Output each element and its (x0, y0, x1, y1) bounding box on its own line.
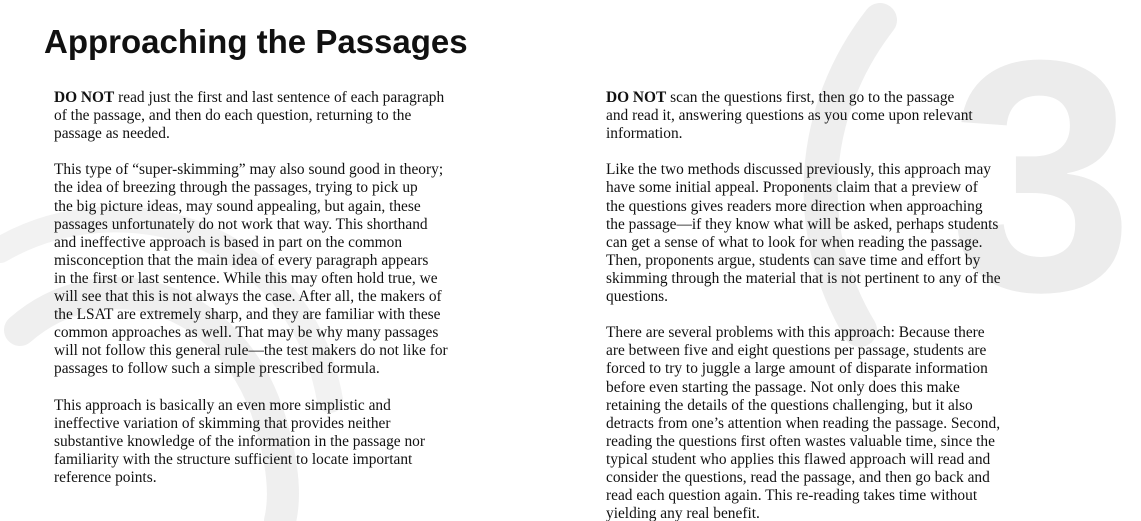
right-paragraph-1 (606, 89, 1086, 143)
text-line: information. (606, 125, 683, 143)
text-line (606, 89, 1086, 107)
text-line: questions. (606, 288, 668, 306)
text-line: Like the two methods discussed previously, this approach may (606, 161, 991, 179)
text-line: will not follow this general rule—the test makers do not like for (54, 342, 448, 360)
left-paragraph-2 (54, 161, 534, 378)
text-line: passage as needed. (54, 125, 170, 143)
text-line: have some initial appeal. Proponents claim that a preview of (606, 179, 978, 197)
text-line: common approaches as well. That may be why many passages (54, 324, 439, 342)
text-line: There are several problems with this approach: Because there (606, 324, 985, 342)
text-line: of the passage, and then do each question, returning to the (54, 107, 412, 125)
right-paragraph-2 (606, 161, 1086, 306)
left-column (54, 89, 534, 505)
text-line-rest: read just the first and last sentence of each paragraph (114, 89, 445, 106)
page-title: Approaching the Passages (44, 23, 468, 60)
text-line: yielding any real benefit. (606, 505, 760, 521)
do-not-emphasis: DO NOT (606, 89, 667, 106)
text-line: read each question again. This re-reading takes time without (606, 487, 978, 505)
text-line: the questions gives readers more direction when approaching (606, 197, 983, 215)
text-line: Then, proponents argue, students can save time and effort by (606, 251, 981, 269)
left-paragraph-3 (54, 397, 534, 487)
text-line: and ineffective approach is based in part on the common (54, 233, 403, 251)
right-paragraph-3 (606, 324, 1086, 521)
text-line: detracts from one’s attention when reading the passage. Second, (606, 414, 1001, 432)
text-line: passages to follow such a simple prescribed formula. (54, 360, 380, 378)
text-line: ineffective variation of skimming that provides neither (54, 414, 391, 432)
text-line: the big picture ideas, may sound appealing, but again, these (54, 197, 421, 215)
text-line: passages unfortunately do not work that way. This shorthand (54, 215, 428, 233)
text-line: in the first or last sentence. While this may often hold true, we (54, 269, 438, 287)
text-line (54, 89, 534, 107)
text-line: substantive knowledge of the information in the passage nor (54, 432, 425, 450)
watermark-digit: 3 (950, 0, 1134, 360)
text-line-rest: scan the questions first, then go to the passage (666, 89, 955, 106)
text-line: typical student who applies this flawed approach will read and (606, 450, 991, 468)
text-line: will see that this is not always the case. After all, the makers of (54, 288, 442, 306)
text-line: misconception that the main idea of every paragraph appears (54, 251, 429, 269)
text-line: reference points. (54, 468, 157, 486)
text-line: retaining the details of the questions challenging, but it also (606, 396, 973, 414)
text-line: consider the questions, read the passage, and then go back and (606, 468, 990, 486)
text-line: and read it, answering questions as you come upon relevant (606, 107, 973, 125)
text-line: the LSAT are extremely sharp, and they are familiar with these (54, 306, 441, 324)
text-line: skimming through the material that is not pertinent to any of the (606, 269, 1001, 287)
text-line: This approach is basically an even more simplistic and (54, 396, 391, 414)
text-line: reading the questions first often wastes valuable time, since the (606, 432, 995, 450)
do-not-emphasis: DO NOT (54, 89, 115, 106)
text-line: before even starting the passage. Not only does this make (606, 378, 960, 396)
text-line: This type of “super-skimming” may also sound good in theory; (54, 161, 444, 179)
text-line: the passage—if they know what will be asked, perhaps students (606, 215, 999, 233)
left-paragraph-1 (54, 89, 534, 143)
text-line: familiarity with the structure sufficient to locate important (54, 450, 413, 468)
text-line: forced to try to juggle a large amount of disparate information (606, 360, 988, 378)
text-line: the idea of breezing through the passages, trying to pick up (54, 179, 418, 197)
right-column (606, 89, 1086, 521)
text-line: are between five and eight questions per passage, students are (606, 342, 987, 360)
text-line: can get a sense of what to look for when reading the passage. (606, 233, 983, 251)
